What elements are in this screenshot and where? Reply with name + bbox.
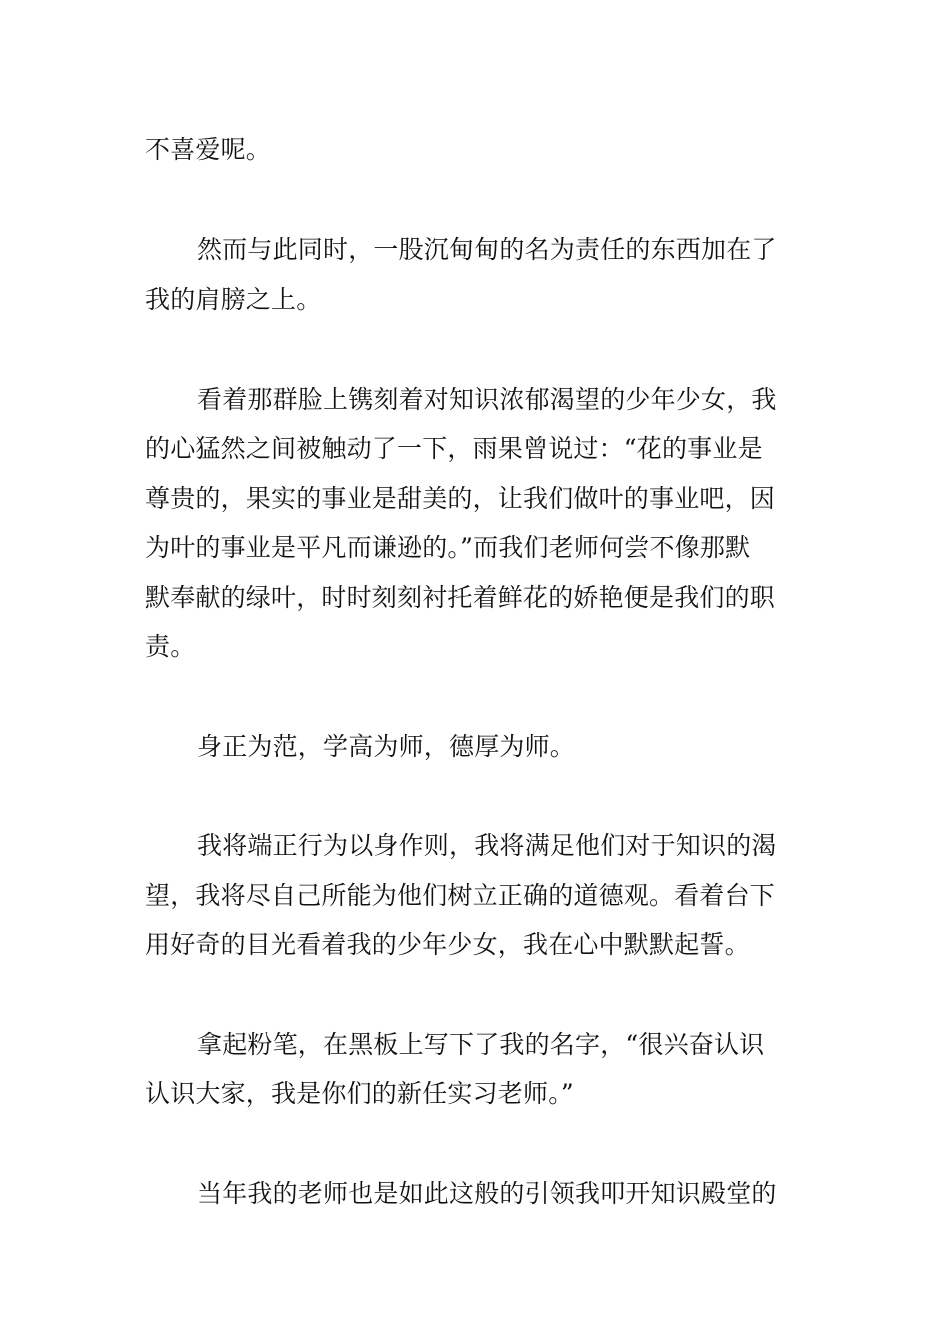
paragraph-line: 的心猛然之间被触动了一下，雨果曾说过：“花的事业是: [145, 434, 763, 463]
paragraph-line: 当年我的老师也是如此这般的引领我叩开知识殿堂的: [197, 1179, 777, 1208]
paragraph-line: 为叶的事业是平凡而谦逊的。”而我们老师何尝不像那默: [145, 533, 751, 562]
paragraph-line: 认识大家，我是你们的新任实习老师。”: [145, 1079, 574, 1108]
paragraph-line: 不喜爱呢。: [145, 135, 272, 164]
paragraph-line: 我将端正行为以身作则，我将满足他们对于知识的渴: [197, 831, 777, 860]
paragraph-line: 看着那群脸上镌刻着对知识浓郁渴望的少年少女，我: [197, 385, 777, 414]
paragraph-line: 责。: [145, 632, 196, 661]
paragraph-line: 我的肩膀之上。: [145, 285, 322, 314]
paragraph-line: 身正为范，学高为师，德厚为师。: [197, 732, 576, 761]
paragraph-line: 然而与此同时，一股沉甸甸的名为责任的东西加在了: [197, 235, 777, 264]
paragraph-line: 用好奇的目光看着我的少年少女，我在心中默默起誓。: [145, 930, 750, 959]
paragraph-line: 拿起粉笔，在黑板上写下了我的名字，“很兴奋认识: [197, 1030, 765, 1059]
paragraph-line: 尊贵的，果实的事业是甜美的，让我们做叶的事业吧，因: [145, 484, 776, 513]
paragraph-line: 默奉献的绿叶，时时刻刻衬托着鲜花的娇艳便是我们的职: [145, 583, 776, 612]
paragraph-line: 望，我将尽自己所能为他们树立正确的道德观。看着台下: [145, 881, 776, 910]
